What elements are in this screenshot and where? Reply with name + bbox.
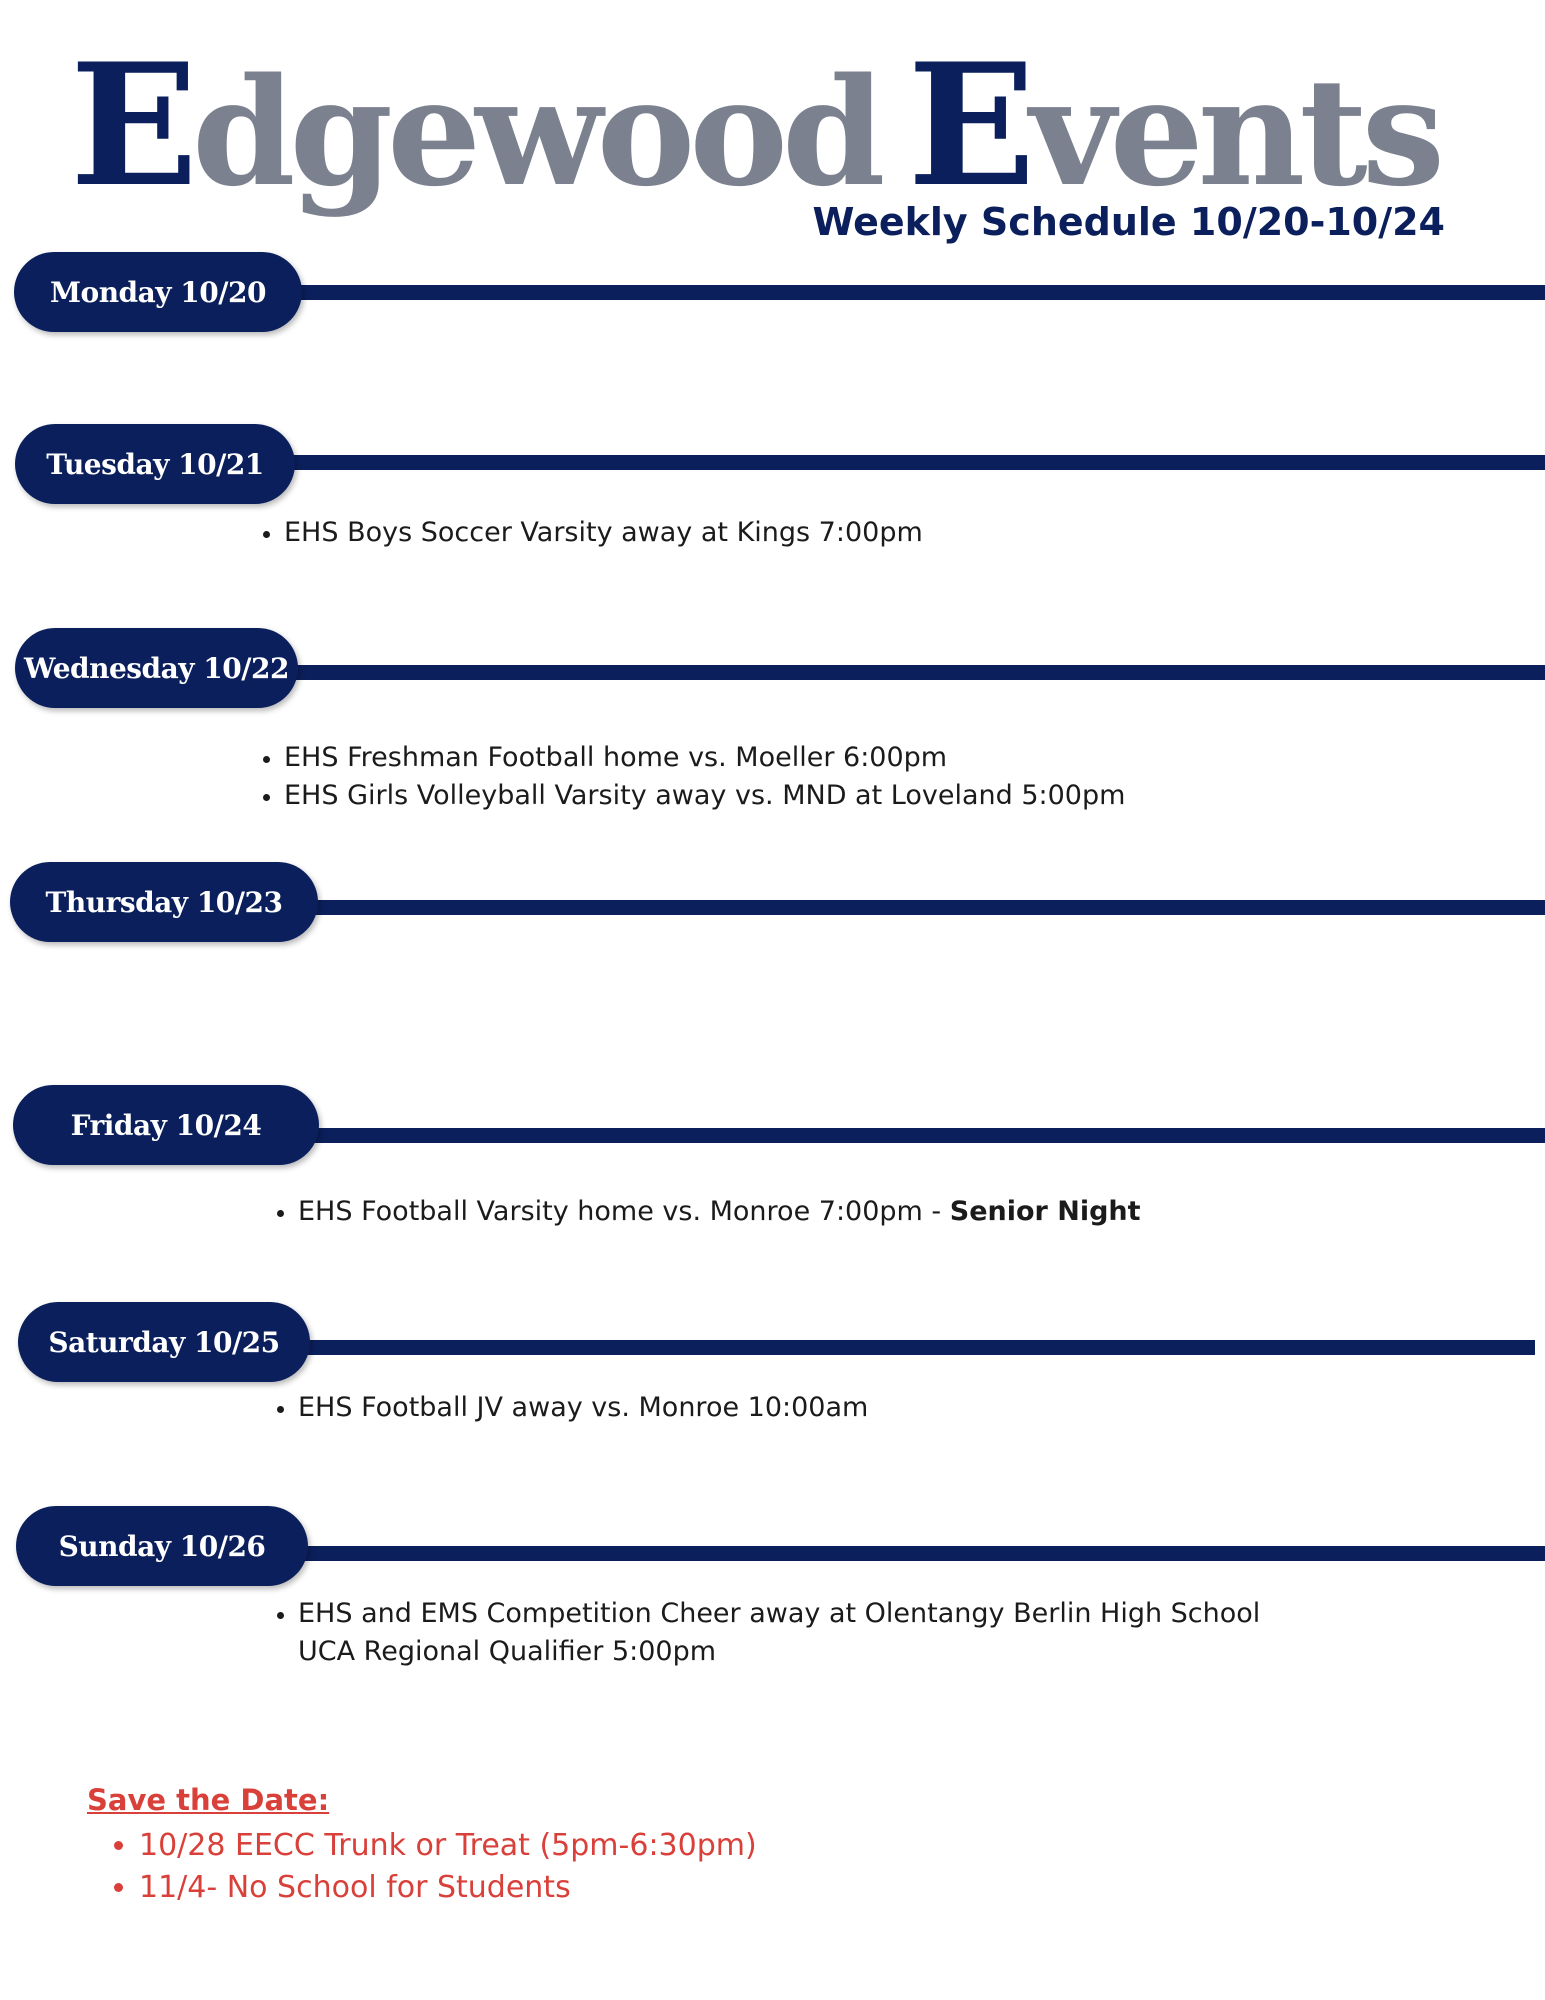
tuesday-divider [275,455,1545,470]
day-header-wednesday: Wednesday 10/22 [15,628,298,708]
thursday-divider [290,900,1545,915]
schedule-subtitle: Weekly Schedule 10/20-10/24 [812,200,1445,244]
list-item [298,1193,1141,1231]
list-item: • EHS Football JV away vs. Monroe 10:00am [298,1389,868,1427]
friday-divider [295,1128,1545,1143]
monday-divider [280,285,1545,300]
list-item: • EHS Freshman Football home vs. Moeller 6:00pm [284,739,1125,777]
list-item: • 10/28 EECC Trunk or Treat (5pm-6:30pm) [139,1825,757,1867]
event-text: EHS Football Varsity home vs. Monroe 7:00pm - [298,1196,950,1227]
title-initial-e1: E [70,26,193,224]
title-word-edgewood: dgewood [192,45,880,219]
day-header-thursday: Thursday 10/23 [10,862,318,942]
event-continuation: UCA Regional Qualifier 5:00pm [298,1636,717,1667]
day-header-tuesday: Tuesday 10/21 [15,424,295,504]
list-item: • EHS Girls Volleyball Varsity away vs. MND at Loveland 5:00pm [284,777,1125,815]
saturday-events [264,1389,868,1427]
event-text: EHS and EMS Competition Cheer away at Olentangy Berlin High School [298,1598,1261,1629]
save-the-date-list [105,1825,757,1909]
tuesday-events [250,514,923,552]
list-item: • 11/4- No School for Students [139,1867,757,1909]
friday-events [264,1193,1141,1231]
day-header-friday: Friday 10/24 [13,1085,319,1165]
senior-night-label: Senior Night [949,1196,1141,1227]
sunday-events [264,1595,1260,1671]
day-header-sunday: Sunday 10/26 [16,1506,308,1586]
day-header-monday: Monday 10/20 [14,252,302,332]
list-item [298,1595,1260,1671]
wednesday-divider [275,665,1545,680]
day-header-saturday: Saturday 10/25 [18,1302,310,1382]
list-item: • EHS Boys Soccer Varsity away at Kings 7:00pm [284,514,923,552]
save-the-date-heading: Save the Date: [87,1783,330,1817]
sunday-divider [290,1546,1545,1561]
title-initial-e2: E [907,26,1030,224]
wednesday-events [250,739,1125,815]
saturday-divider [290,1340,1535,1355]
title-word-events: vents [1029,45,1440,219]
